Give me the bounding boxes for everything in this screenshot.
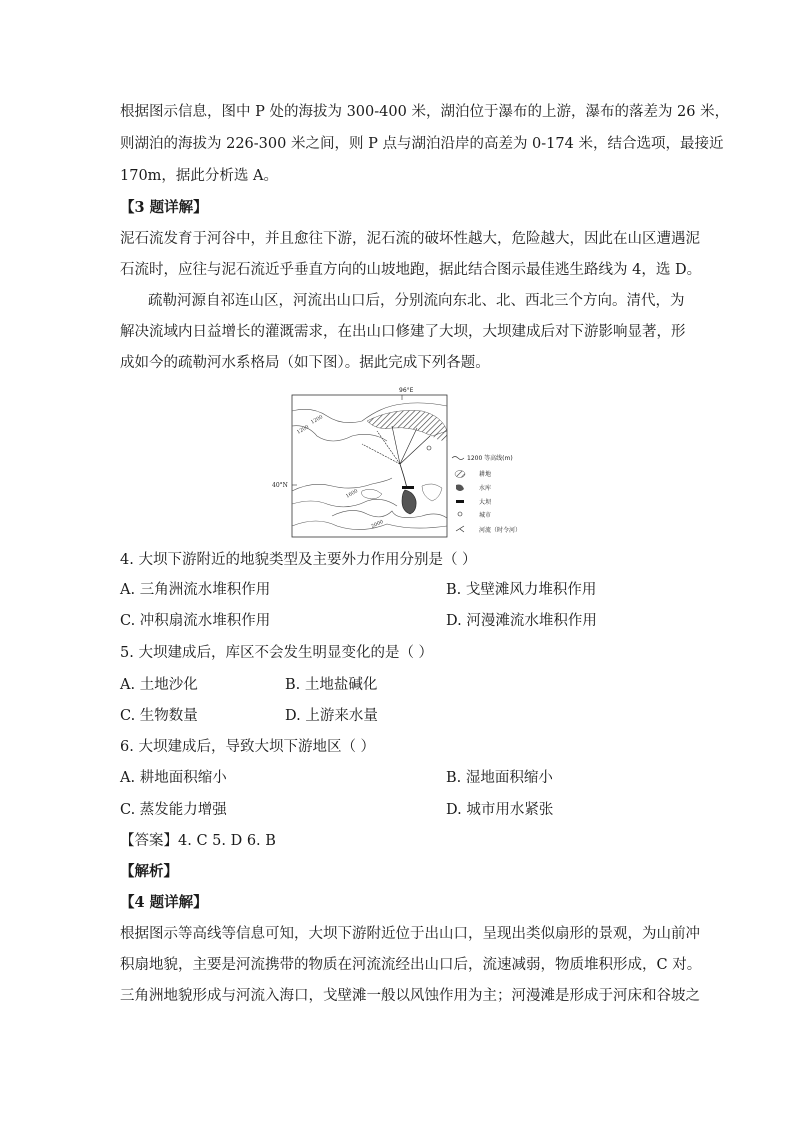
question-6-option-d: D. 城市用水紧张 — [446, 802, 554, 818]
intro-line: 解决流域内日益增长的灌溉需求，在出山口修建了大坝，大坝建成后对下游影响显著，形 — [120, 324, 686, 340]
contour-label: 1200 — [310, 414, 325, 426]
contour-line — [332, 510, 447, 518]
question-5-option-a: A. 土地沙化 — [120, 677, 198, 693]
contour-line — [292, 518, 447, 530]
river — [362, 444, 400, 464]
intro-line: 疏勒河源自祁连山区，河流出山口后，分别流向东北、北、西北三个方向。清代，为 — [148, 293, 685, 309]
section-header: 【3 题详解】 — [120, 199, 208, 216]
legend-dam: 大坝 — [479, 499, 492, 506]
river-map-figure — [272, 386, 532, 541]
contour-label: 2000 — [370, 518, 385, 530]
question-6-option-b: B. 湿地面积缩小 — [446, 770, 553, 786]
paragraph-line: 170m，据此分析选 A。 — [120, 168, 279, 184]
question-5-option-b: B. 土地盐碱化 — [285, 677, 378, 693]
dam-marker — [402, 486, 414, 489]
intro-line: 成如今的疏勒河水系格局（如下图）。据此完成下列各题。 — [120, 355, 490, 371]
answer-line: 【答案】4. C 5. D 6. B — [120, 833, 276, 849]
latitude-label: 40°N — [272, 482, 288, 489]
question-6-stem: 6. 大坝建成后，导致大坝下游地区（ ） — [120, 739, 376, 755]
question-4-option-b: B. 戈壁滩风力堆积作用 — [446, 582, 597, 598]
section-header: 【4 题详解】 — [120, 894, 208, 911]
analysis-header: 【解析】 — [120, 863, 178, 880]
paragraph-line: 石流时，应往与泥石流近乎垂直方向的山坡地跑，据此结合图示最佳逃生路线为 4，选 D。 — [120, 262, 702, 278]
legend-river: 河流（时令河） — [479, 527, 522, 534]
question-4-option-c: C. 冲积扇流水堆积作用 — [120, 613, 271, 629]
question-5-option-d: D. 上游来水量 — [285, 708, 378, 724]
question-6-option-a: A. 耕地面积缩小 — [120, 770, 227, 786]
question-4-option-d: D. 河漫滩流水堆积作用 — [446, 613, 597, 629]
question-4-stem: 4. 大坝下游附近的地貌类型及主要外力作用分别是（ ） — [120, 552, 477, 568]
question-5-stem: 5. 大坝建成后，库区不会发生明显变化的是（ ） — [120, 645, 434, 661]
paragraph-line: 根据图示信息，图中 P 处的海拔为 300-400 米，湖泊位于瀑布的上游，瀑布的落差为 26 米， — [120, 104, 730, 120]
farmland-area — [367, 410, 447, 436]
contour-label: 1200 — [296, 424, 311, 436]
paragraph-line: 则湖泊的海拔为 226-300 米之间，则 P 点与湖泊沿岸的高差为 0-174 米，结合选项，最接近 — [120, 136, 724, 152]
contour-label: 1600 — [345, 488, 360, 500]
city-marker — [427, 446, 431, 450]
river — [400, 436, 430, 464]
contour-line — [292, 499, 397, 507]
question-4-option-a: A. 三角洲流水堆积作用 — [120, 582, 271, 598]
legend-farmland: 耕地 — [479, 471, 492, 478]
river-main — [400, 464, 407, 488]
legend-contour: 1200 等高线(m) — [467, 455, 513, 462]
question-5-option-c: C. 生物数量 — [120, 708, 198, 724]
question-6-option-c: C. 蒸发能力增强 — [120, 802, 227, 818]
paragraph-line: 泥石流发育于河谷中，并且愈往下游，泥石流的破坏性越大，危险越大，因此在山区遭遇泥 — [120, 231, 700, 247]
contour-line — [292, 478, 392, 491]
paragraph-line: 根据图示等高线等信息可知，大坝下游附近位于出山口，呈现出类似扇形的景观，为山前冲 — [120, 926, 700, 942]
reservoir-area — [402, 490, 416, 514]
paragraph-line: 积扇地貌，主要是河流携带的物质在河流流经出山口后，流速减弱，物质堆积形成，C 对。 — [120, 957, 702, 973]
legend-reservoir: 水库 — [479, 485, 492, 492]
river — [400, 428, 417, 464]
legend-city: 城市 — [479, 512, 492, 519]
map-legend — [452, 454, 521, 534]
longitude-label: 96°E — [399, 387, 414, 394]
paragraph-line: 三角洲地貌形成与河流入海口，戈壁滩一般以风蚀作用为主；河漫滩是形成于河床和谷坡之 — [120, 988, 700, 1004]
